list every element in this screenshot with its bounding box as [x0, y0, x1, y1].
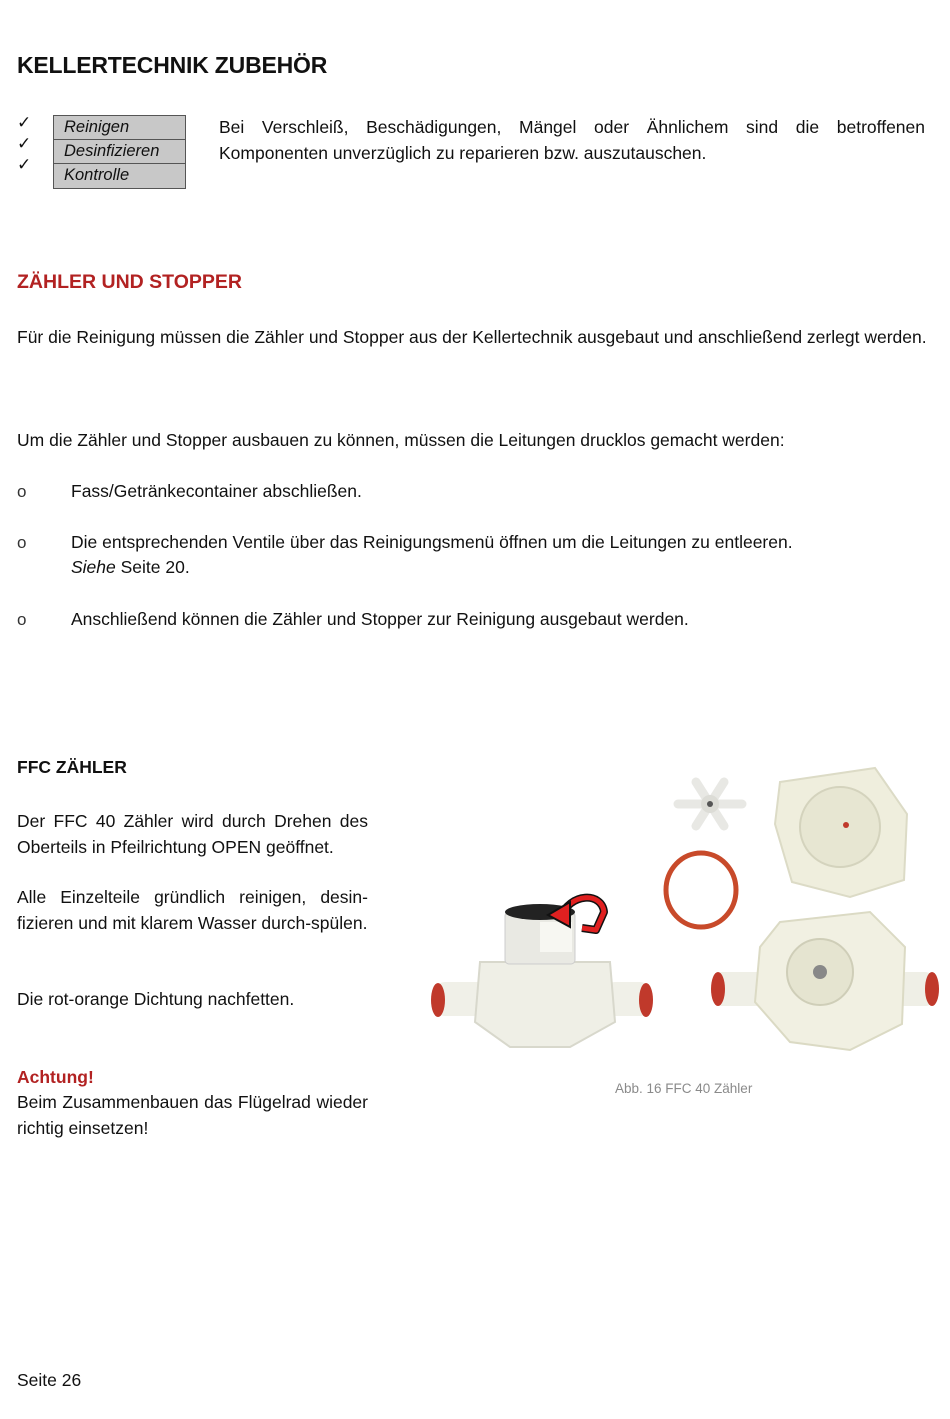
bullet-icon: o — [17, 610, 27, 629]
check-icon: ✓ — [17, 134, 32, 153]
page-number: Seite 26 — [17, 1370, 82, 1390]
reference-page: Seite 20. — [115, 557, 190, 577]
section-heading-counter: ZÄHLER UND STOPPER — [17, 271, 242, 293]
step-reference — [71, 555, 190, 580]
checklist-item: Kontrolle — [54, 164, 185, 188]
checklist-item: Desinfizieren — [54, 140, 185, 164]
check-icon: ✓ — [17, 155, 32, 174]
assembled-counter — [431, 898, 653, 1047]
impeller-part — [678, 782, 742, 826]
warning-text: Beim Zusammenbauen das Flügelrad wieder richtig einsetzen! — [17, 1092, 368, 1138]
section-heading-ffc: FFC ZÄHLER — [17, 757, 127, 777]
step-item: Anschließend können die Zähler und Stopper zur Reinigung ausgebaut werden. — [71, 609, 689, 629]
bullet-icon: o — [17, 533, 27, 552]
ffc-counter-photo — [420, 762, 940, 1057]
page-title: KELLERTECHNIK ZUBEHÖR — [17, 52, 328, 78]
checklist-table — [53, 115, 186, 189]
paragraph-clean: Alle Einzelteile gründlich reinigen, desin-fizieren und mit klarem Wasser durch-spülen. — [17, 887, 368, 933]
check-icon: ✓ — [17, 113, 32, 132]
paragraph-disassembly: Für die Reinigung müssen die Zähler und Stopper aus der Kellertechnik ausgebaut und anschließend zerlegt werden. — [17, 327, 927, 347]
checkmark-column — [17, 112, 31, 175]
reference-italic: Siehe — [71, 557, 116, 577]
paragraph-depressurize: Um die Zähler und Stopper ausbauen zu können, müssen die Leitungen drucklos gemacht werden: — [17, 430, 785, 450]
counter-lid-part — [775, 768, 907, 897]
paragraph-open: Der FFC 40 Zähler wird durch Drehen des Oberteils in Pfeilrichtung OPEN geöffnet. — [17, 811, 368, 857]
checklist-note: Bei Verschleiß, Beschädigungen, Mängel oder Ähnlichem sind die betroffenen Komponenten unverzüglich zu reparieren bzw. auszutauschen. — [219, 117, 925, 163]
seal-ring — [666, 853, 736, 927]
counter-base-part — [711, 912, 939, 1050]
step-item: Fass/Getränkecontainer abschließen. — [71, 481, 362, 501]
figure-caption: Abb. 16 FFC 40 Zähler — [615, 1081, 753, 1096]
paragraph-grease: Die rot-orange Dichtung nachfetten. — [17, 989, 295, 1009]
bullet-icon: o — [17, 482, 27, 501]
warning-label: Achtung! — [17, 1067, 94, 1087]
checklist-item: Reinigen — [54, 116, 185, 140]
step-item: Die entsprechenden Ventile über das Reinigungsmenü öffnen um die Leitungen zu entleeren. — [71, 532, 793, 552]
